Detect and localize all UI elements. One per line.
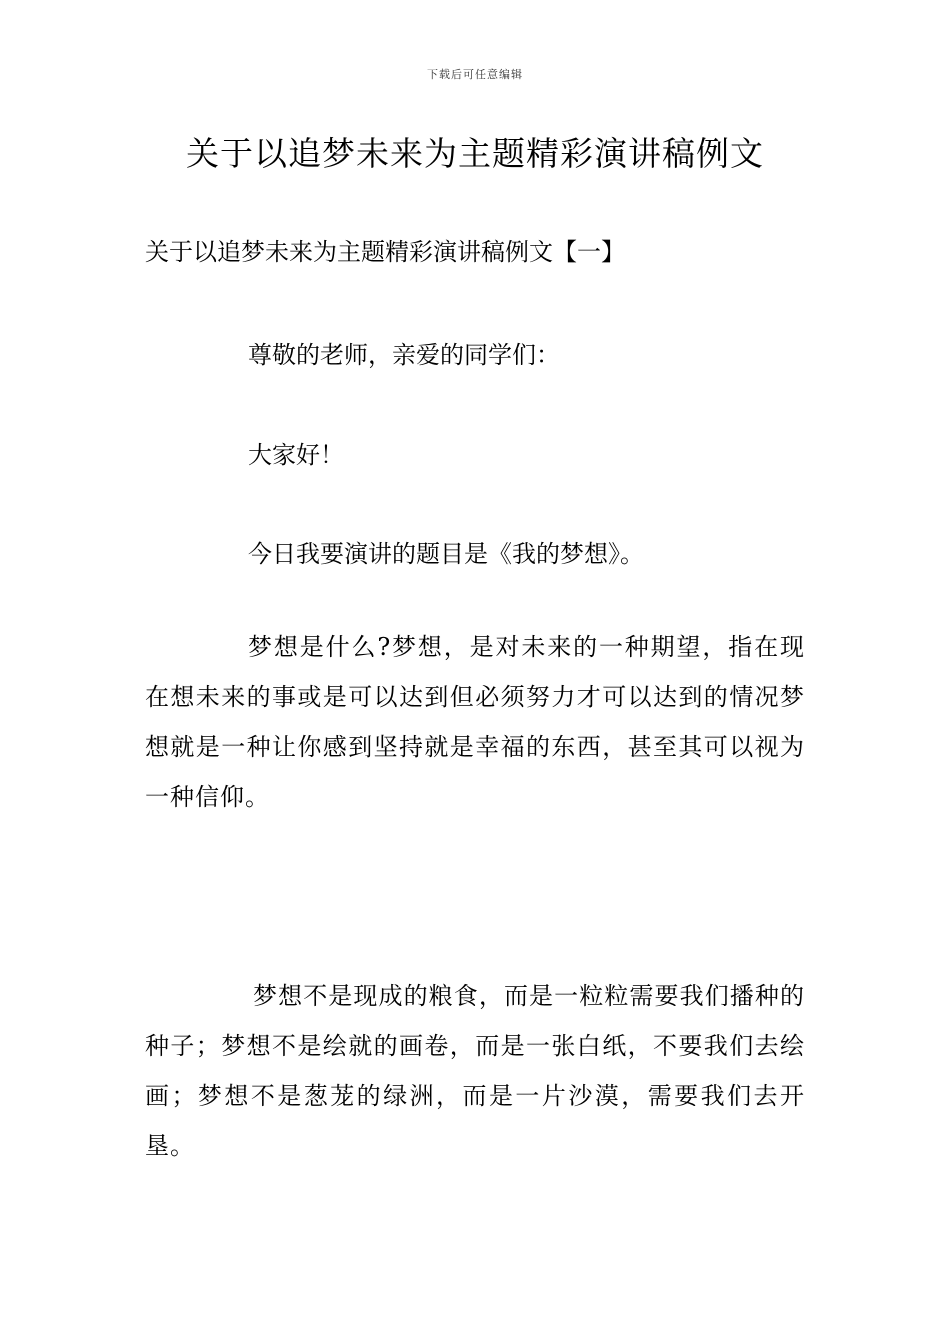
paragraph-dream-metaphor: 梦想不是现成的粮食，而是一粒粒需要我们播种的种子；梦想不是绘就的画卷，而是一张白纸，不要我们去绘画；梦想不是葱茏的绿洲，而是一片沙漠，需要我们去开垦。 (145, 982, 805, 1160)
document-title: 关于以追梦未来为主题精彩演讲稿例文 (186, 134, 764, 173)
section-heading: 关于以追梦未来为主题精彩演讲稿例文【一】 (145, 238, 625, 266)
hello-line: 大家好！ (248, 441, 344, 469)
topic-line: 今日我要演讲的题目是《我的梦想》。 (248, 540, 644, 568)
paragraph-dream-definition: 梦想是什么?梦想，是对未来的一种期望，指在现在想未来的事或是可以达到但必须努力才可以达到的情况梦想就是一种让你感到坚持就是幸福的东西，甚至其可以视为一种信仰。 (145, 633, 805, 811)
greeting-line: 尊敬的老师，亲爱的同学们： (248, 341, 560, 369)
header-note: 下载后可任意编辑 (427, 68, 523, 81)
